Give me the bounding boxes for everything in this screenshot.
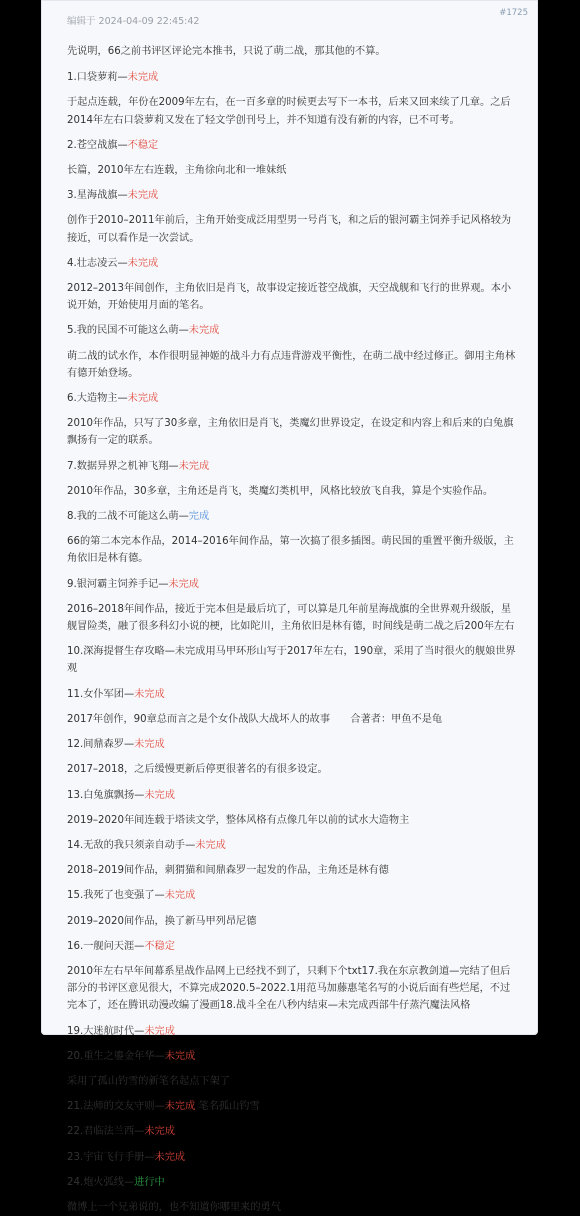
book-item [67, 686, 518, 728]
book-item [67, 887, 518, 929]
book-item [67, 1123, 518, 1140]
book-title-text: 12.间鼎森罗— [67, 739, 135, 751]
book-description: 长篇，2010年左右连载，主角徐向北和一堆妹纸 [67, 165, 287, 177]
book-title [67, 1174, 518, 1191]
book-title [67, 69, 518, 86]
book-title-text: 14.无敌的我只须亲自动手— [67, 839, 196, 851]
book-item [67, 255, 518, 315]
book-title-text: 20.重生之鎏金年华— [67, 1050, 165, 1062]
book-list [67, 69, 518, 1216]
book-item [67, 1174, 518, 1216]
book-item [67, 1098, 518, 1115]
status-label: 未完成 [134, 739, 165, 751]
book-title-text: 19.大迷航时代— [67, 1025, 145, 1037]
book-title [67, 576, 518, 593]
status-label: 完成 [188, 511, 210, 523]
status-label: 未完成 [164, 890, 196, 902]
book-description: 于起点连载，年份在2009年左右，在一百多章的时候更去写下一本书，后来又回来续了几章。之后2014年左右口袋萝莉又发在了轻文学创刊号上，并不知道有没有新的内容，已不可考。 [67, 97, 511, 126]
book-title [67, 322, 518, 339]
floor-number-link[interactable]: #1725 [499, 8, 528, 18]
book-description: 2019–2020间作品，换了新马甲列昂尼德 [67, 915, 257, 927]
book-item [67, 787, 518, 829]
status-label: 未完成 [127, 72, 159, 84]
status-label: 未完成 [154, 1151, 186, 1163]
book-description: 2010年作品，只写了30多章，主角依旧是肖飞，类魔幻世界设定，在设定和内容上和后来的白兔旗飘扬有一定的联系。 [67, 418, 514, 447]
book-description: 2019–2020年间连载于塔读文学，整体风格有点像几年以前的试水大造物主 [67, 814, 410, 826]
post-meta [41, 0, 538, 40]
book-title-text: 15.我死了也变强了— [67, 890, 165, 902]
book-item [67, 837, 518, 879]
book-item [67, 322, 518, 382]
book-description: 2010年左右早年间幕系星战作品网上已经找不到了，只剩下个txt17.我在东京教剑道—完结了但后部分的书评区意见很大，不算完成2020.5–2022.1用范马加藤惠笔名写的小说后面有些烂尾，不过完本了，还在腾讯动漫改编了漫画18.战斗全在八秒内结束—未完成西部牛仔蒸汽魔法风格 [67, 965, 511, 1012]
book-description: 采用了孤山钓雪的新笔名起点下架了 [67, 1075, 230, 1087]
book-description: 66的第二本完本作品，2014–2016年间作品，第一次搞了很多插图。萌民国的重置平衡升级版，主角依旧是林有德。 [67, 536, 514, 565]
book-item [67, 187, 518, 247]
book-title [67, 787, 518, 804]
book-item [67, 643, 518, 677]
book-title-text: 5.我的民国不可能这么萌— [67, 325, 189, 337]
status-label: 未完成 [144, 789, 175, 801]
book-title-text: 4.壮志凌云— [67, 257, 128, 269]
book-title-text: 1.口袋萝莉— [67, 72, 128, 84]
book-description: 2012–2013年间创作，主角依旧是肖飞，故事设定接近苍空战旗，天空战舰和飞行的世界观。本小说开始，开始使用月面的笔名。 [67, 283, 512, 312]
book-description: 2017年创作，90章总而言之是个女仆战队大战坏人的故事 合著者：甲鱼不是龟 [67, 713, 443, 725]
book-title [67, 137, 518, 154]
book-item [67, 458, 518, 500]
book-title-text: 11.女仆军团— [67, 688, 135, 700]
book-item [67, 137, 518, 179]
edited-timestamp: 编辑于 2024-04-09 22:45:42 [67, 16, 200, 27]
status-label: 未完成 [168, 578, 199, 590]
book-description: 2010年作品，30多章，主角还是肖飞，类魔幻类机甲，风格比较放飞自我，算是个实验作品。 [67, 485, 494, 497]
book-title [67, 187, 518, 204]
book-title [67, 938, 518, 955]
book-title [67, 1123, 518, 1140]
book-title [67, 1023, 518, 1040]
post-content [41, 40, 538, 1216]
status-label: 未完成 [134, 688, 165, 700]
book-item [67, 508, 518, 568]
book-title-text: 10.深海提督生存攻略—未完成用马甲环形山写于2017年左右，190章，采用了当时很火的舰娘世界观 [67, 646, 516, 675]
book-item [67, 1023, 518, 1040]
book-title [67, 837, 518, 854]
book-item [67, 390, 518, 450]
status-label: 未完成 [195, 839, 226, 851]
book-title-text: 22.君临法兰西— [67, 1126, 145, 1138]
book-title-text: 3.星海战旗— [67, 190, 128, 202]
status-label: 未完成 [127, 393, 159, 405]
book-title [67, 1048, 518, 1065]
book-title [67, 643, 518, 677]
book-title-text: 16.一舰问天涯— [67, 940, 145, 952]
book-title [67, 458, 518, 475]
book-title [67, 686, 518, 703]
book-item [67, 938, 518, 1015]
book-item [67, 576, 518, 636]
status-label: 未完成 [127, 190, 159, 202]
book-title-text: 13.白兔旗飘扬— [67, 789, 145, 801]
book-description: 2017–2018，之后缓慢更新后停更很著名的有很多设定。 [67, 764, 328, 776]
book-title [67, 255, 518, 272]
book-title-text: 8.我的二战不可能这么萌— [67, 511, 189, 523]
intro-paragraph: 先说明，66之前书评区评论完本推书，只说了萌二战，那其他的不算。 [67, 46, 386, 57]
book-title-text: 6.大造物主— [67, 393, 128, 405]
status-label: 未完成 [188, 325, 220, 337]
status-label: 未完成 [178, 460, 210, 472]
book-description: 2016–2018年间作品，接近于完本但是最后坑了，可以算是几年前星海战旗的全世界观升级版，星舰冒险类，融了很多科幻小说的梗，比如陀川，主角依旧是林有德，时间线是萌二战之后200年左右 [67, 603, 515, 633]
book-title [67, 1149, 518, 1166]
status-label: 未完成 [164, 1050, 196, 1062]
book-title [67, 887, 518, 904]
book-item [67, 736, 518, 778]
book-title-text: 21.法师的交友守则— [67, 1101, 165, 1113]
book-title-text: 24.炮火弧线— [67, 1176, 135, 1188]
status-label: 不稳定 [127, 139, 159, 151]
book-title [67, 508, 518, 525]
book-title [67, 736, 518, 753]
book-title-text: 9.银河霸主饲养手记— [67, 578, 169, 590]
status-label: 未完成 [144, 1126, 175, 1138]
status-label: 不稳定 [144, 940, 175, 952]
book-item [67, 1048, 518, 1090]
status-label: 进行中 [134, 1176, 165, 1188]
status-label: 未完成 [144, 1025, 175, 1037]
status-label: 未完成 [164, 1101, 196, 1113]
book-description: 微博上一个兄弟说的，也不知道你哪里来的勇气 [67, 1201, 281, 1213]
book-description: 创作于2010–2011年前后，主角开始变成泛用型男一号肖飞，和之后的银河霸主饲养手记风格较为接近，可以看作是一次尝试。 [67, 215, 512, 244]
post-card [41, 0, 538, 1213]
book-item [67, 69, 518, 129]
book-description: 2018–2019间作品，刺猬猫和间鼎森罗一起发的作品，主角还是林有德 [67, 865, 389, 877]
book-title-text: 23.宇宙飞行手册— [67, 1151, 155, 1163]
book-title [67, 1098, 518, 1115]
book-title-text: 2.苍空战旗— [67, 139, 128, 151]
title-note: 笔名孤山钓雪 [195, 1101, 260, 1113]
book-description: 萌二战的试水作，本作很明显神姬的战斗力有点违背游戏平衡性，在萌二战中经过修正。御用主角林有德开始登场。 [67, 350, 516, 379]
book-title [67, 390, 518, 407]
book-item [67, 1149, 518, 1166]
status-label: 未完成 [127, 257, 159, 269]
book-title-text: 7.数据异界之机神飞翔— [67, 460, 179, 472]
